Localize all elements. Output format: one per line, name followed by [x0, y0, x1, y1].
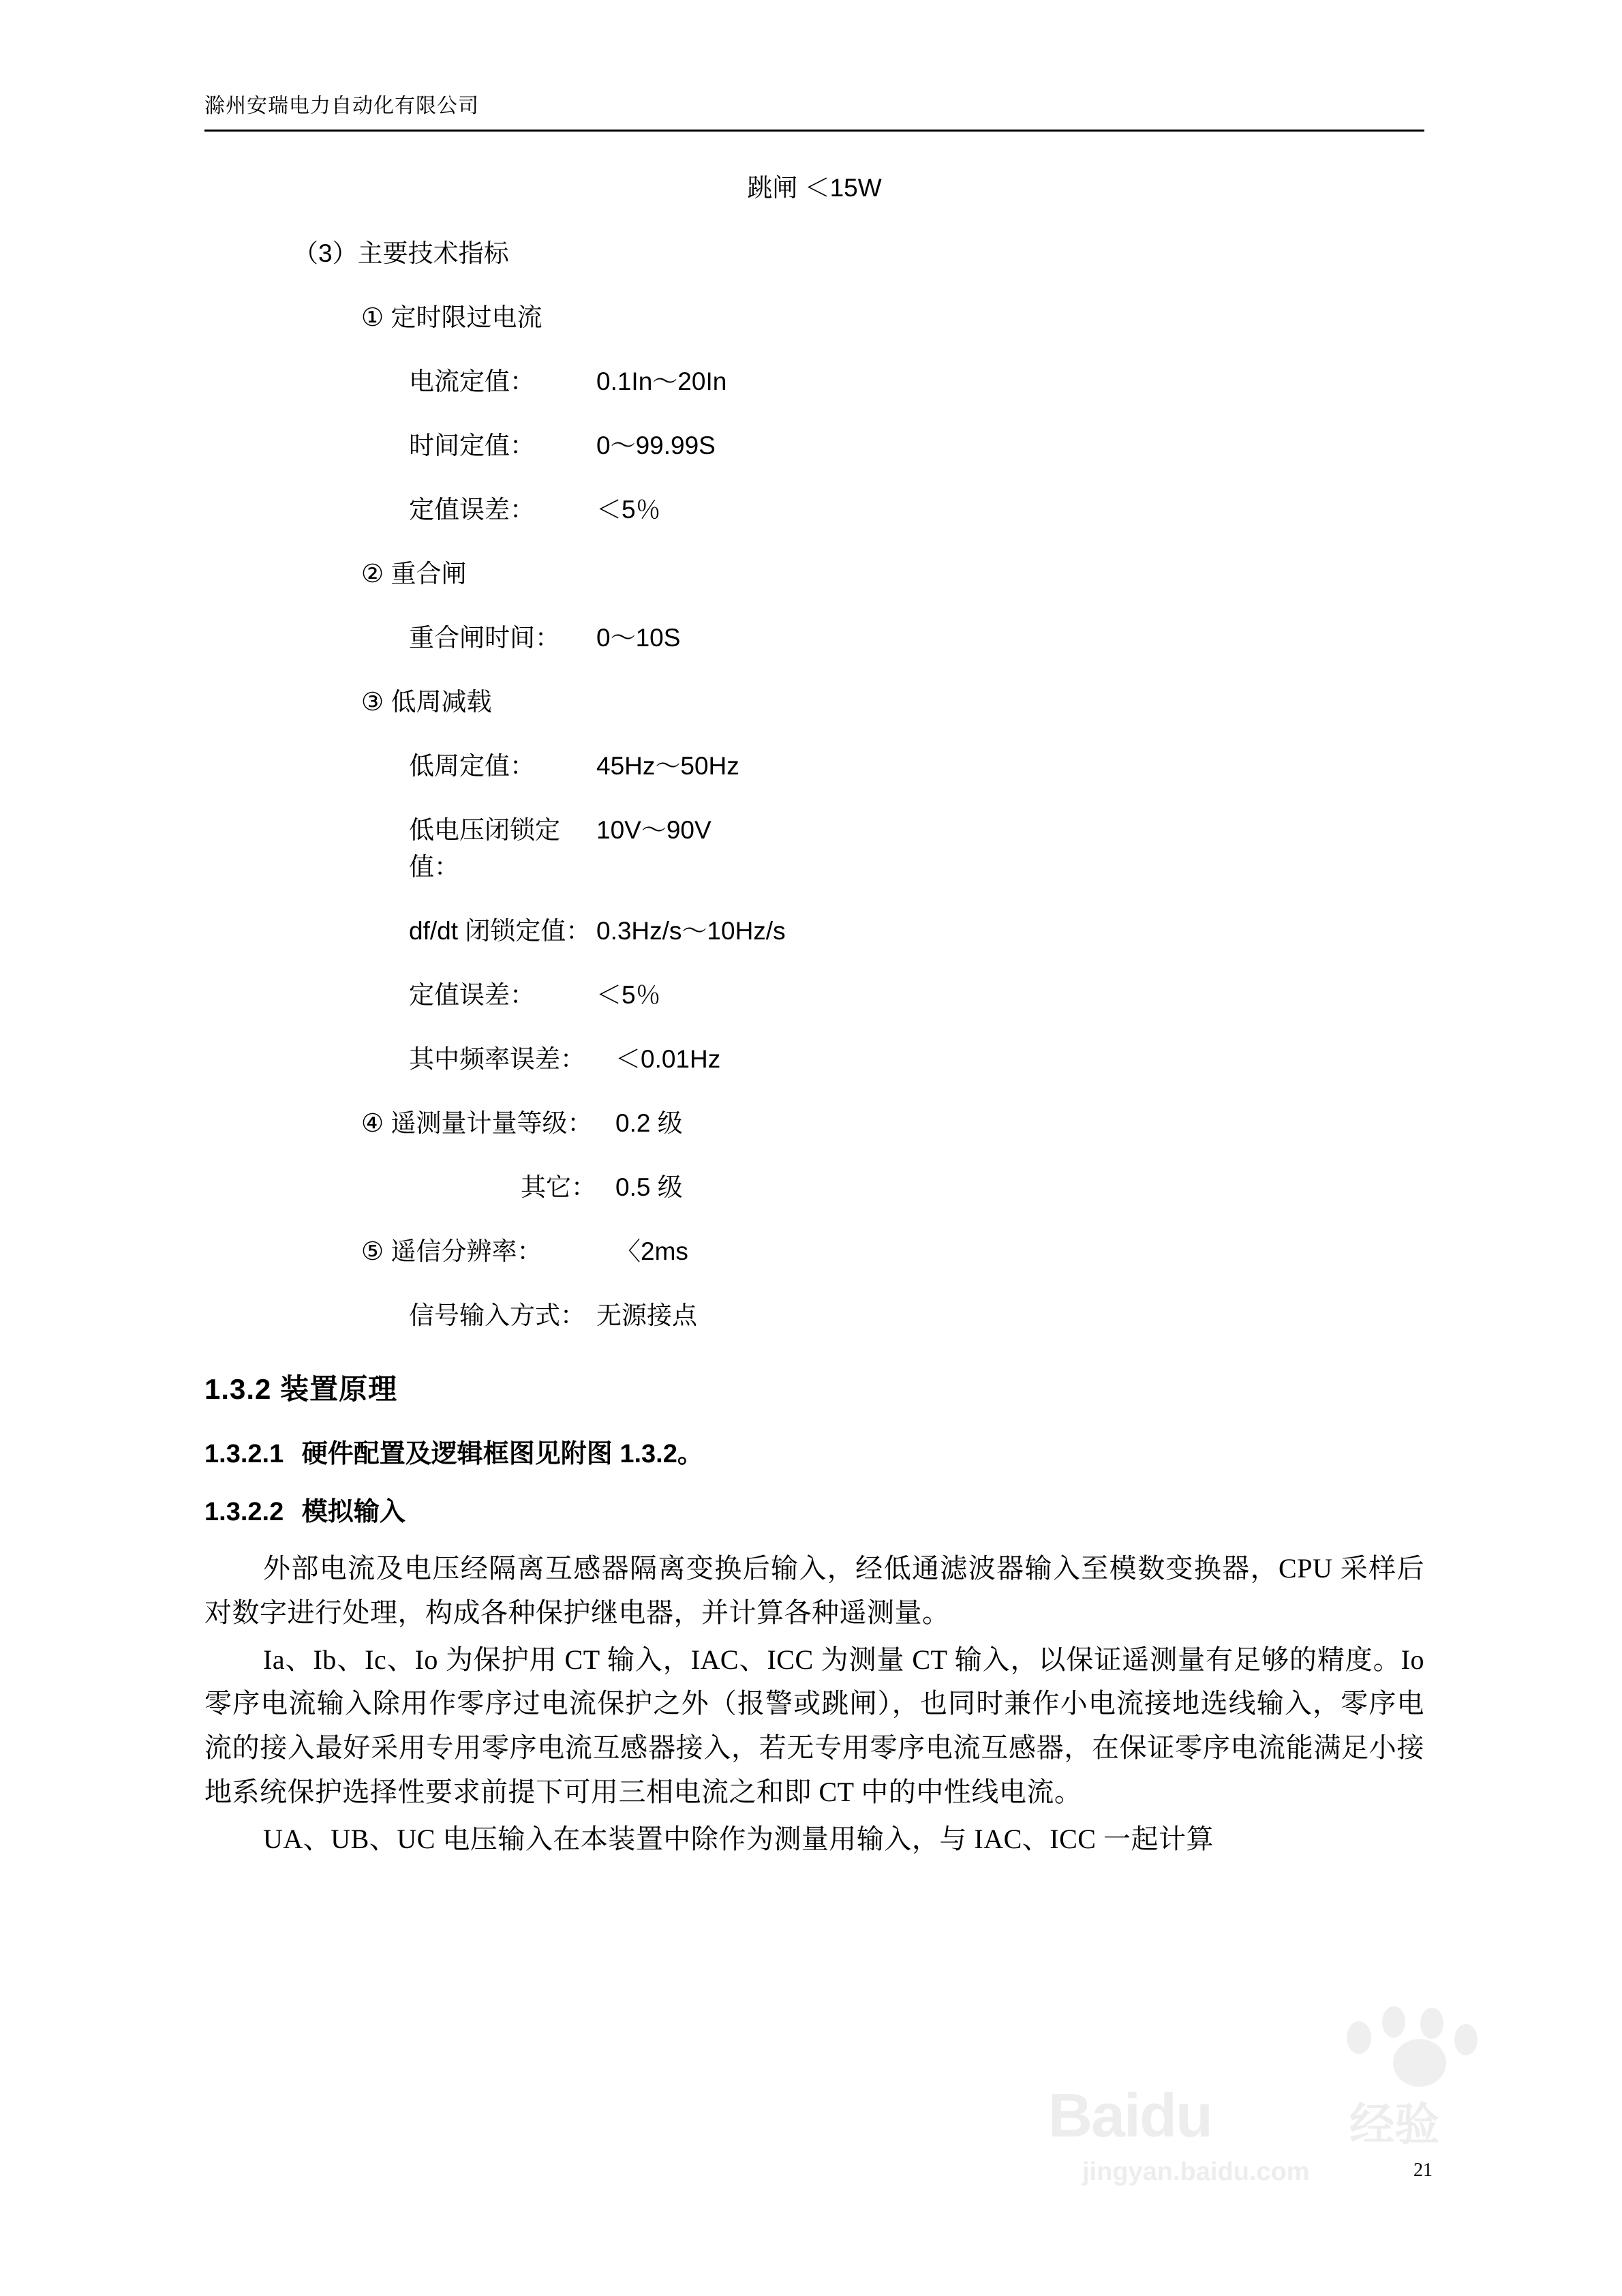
- subsection-1322-number: 1.3.2.2: [204, 1498, 284, 1526]
- spec-value: 0～10S: [596, 624, 681, 652]
- section-label-3: （3）主要技术指标: [293, 239, 509, 267]
- spec-label: 电流定值：: [409, 367, 535, 395]
- subsection-1321: [204, 1432, 1424, 1470]
- watermark-brand: Baidu: [1048, 2082, 1212, 2150]
- body-paragraph-3: UA、UB、UC 电压输入在本装置中除作为测量用输入，与 IAC、ICC 一起计算: [263, 1823, 1214, 1854]
- page-header-company: 滁州安瑞电力自动化有限公司: [204, 95, 479, 117]
- spec-value: 10V～90V: [596, 816, 711, 844]
- watermark-brand-cn: 经验: [1349, 2099, 1439, 2149]
- spec-label: ⑤ 遥信分辨率：: [361, 1237, 542, 1265]
- spec-low-voltage-block: [409, 809, 1424, 883]
- spec-label: 其中频率误差：: [409, 1045, 585, 1073]
- page-content: [204, 89, 1424, 1864]
- spec-setting-error-2: [409, 974, 1424, 1011]
- paw-print-icon: [1340, 2006, 1483, 2095]
- spec-value: 0.2 级: [615, 1109, 683, 1137]
- body-paragraph-1: 外部电流及电压经隔离互感器隔离变换后输入，经低通滤波器输入至模数变换器，CPU 采样后对数字进行处理，构成各种保护继电器，并计算各种遥测量。: [204, 1553, 1424, 1628]
- top-spec-line: 跳闸 ＜15W: [747, 174, 882, 202]
- spec-label: 定值误差：: [409, 496, 535, 524]
- spec-time-setting: [409, 425, 1424, 462]
- spec-dfdt-block: [409, 910, 1424, 947]
- spec-telemetry-class: [361, 1102, 1424, 1139]
- spec-value: ＜0.01Hz: [615, 1045, 721, 1073]
- subsection-1322-text: 模拟输入: [301, 1498, 406, 1526]
- spec-other-class: [361, 1166, 1424, 1203]
- spec-value: 0.3Hz/s～10Hz/s: [596, 917, 786, 945]
- spec-value: ＜5％: [596, 981, 661, 1009]
- subsection-1322: [204, 1490, 1424, 1528]
- spec-value: 无源接点: [596, 1302, 697, 1330]
- spec-label: 低电压闭锁定值：: [409, 816, 560, 881]
- spec-reclose-time: [409, 617, 1424, 654]
- item-3-title: ③ 低周减载: [361, 688, 492, 716]
- page-number: 21: [1413, 2160, 1433, 2181]
- spec-label: 低周定值：: [409, 752, 535, 780]
- spec-low-freq-setting: [409, 745, 1424, 782]
- body-paragraph-2: Ia、Ib、Ic、Io 为保护用 CT 输入，IAC、ICC 为测量 CT 输入，以保证遥测量有足够的精度。Io 零序电流输入除用作零序过电流保护之外（报警或跳闸），也同时兼作小电流接地选线输入，零序电流的接入最好采用专用零序电流互感器接入，若无专用零序电流互感器，在保证零序电流能满足小接地系统保护选择性要求前提下可用三相电流之和即 CT 中的中性线电流。: [204, 1644, 1424, 1807]
- spec-label: 其它：: [521, 1173, 596, 1201]
- spec-label: ④ 遥测量计量等级：: [361, 1109, 593, 1137]
- spec-signal-input: [409, 1295, 1424, 1331]
- header-divider: [204, 130, 1424, 132]
- spec-freq-error: [409, 1038, 1424, 1075]
- spec-value: 0～99.99S: [596, 432, 716, 459]
- item-2-title: ② 重合闸: [361, 560, 467, 588]
- spec-value: 45Hz～50Hz: [596, 752, 739, 780]
- spec-value: ＜5％: [596, 496, 661, 524]
- baidu-watermark: [1041, 2006, 1505, 2204]
- item-1-title: ① 定时限过电流: [361, 303, 542, 331]
- spec-current-setting: [409, 361, 1424, 397]
- spec-label: 信号输入方式：: [409, 1302, 585, 1330]
- watermark-url: jingyan.baidu.com: [1082, 2158, 1310, 2186]
- spec-value: 0.5 级: [615, 1173, 683, 1201]
- spec-label: 重合闸时间：: [409, 624, 560, 652]
- subsection-1321-number: 1.3.2.1: [204, 1440, 284, 1468]
- spec-value: 0.1In～20In: [596, 367, 727, 395]
- spec-setting-error-1: [409, 489, 1424, 526]
- spec-label: df/dt 闭锁定值：: [409, 917, 592, 945]
- subsection-1321-text: 硬件配置及逻辑框图见附图 1.3.2。: [301, 1440, 703, 1468]
- section-heading-132: 1.3.2 装置原理: [204, 1373, 398, 1405]
- spec-telesignal-resolution: [361, 1230, 1424, 1267]
- spec-value: 〈2ms: [615, 1237, 688, 1265]
- spec-label: 定值误差：: [409, 981, 535, 1009]
- spec-label: 时间定值：: [409, 432, 535, 459]
